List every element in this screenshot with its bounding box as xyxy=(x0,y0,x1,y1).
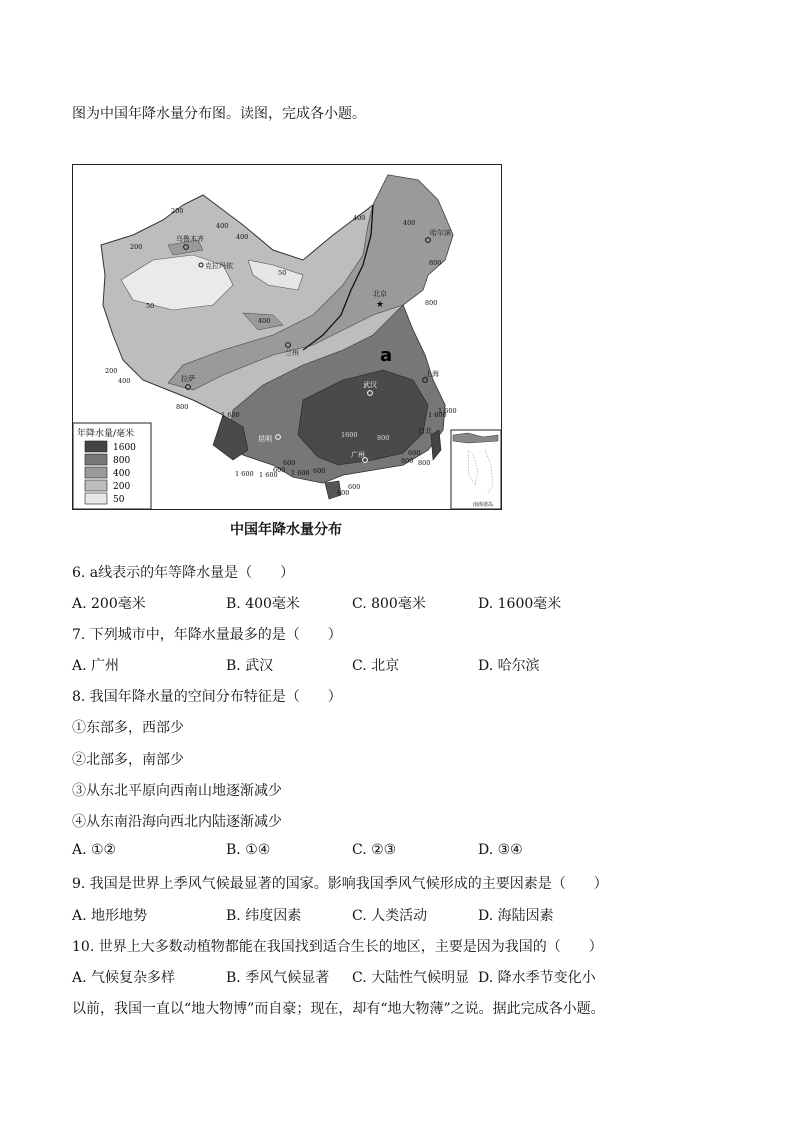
map-caption: 中国年降水量分布 xyxy=(230,522,342,538)
contour-label: 1 600 xyxy=(438,407,457,415)
intro-text: 图为中国年降水量分布图。读图，完成各小题。 xyxy=(72,106,366,122)
q9-option-a[interactable]: A. 地形地势 xyxy=(72,908,148,924)
contour-label: 400 xyxy=(236,233,249,241)
contour-label: 200 xyxy=(105,367,118,375)
legend-label: 400 xyxy=(113,469,131,479)
q6-option-a[interactable]: A. 200毫米 xyxy=(72,596,146,612)
contour-label: 400 xyxy=(403,219,416,227)
question-7-stem: 7. 下列城市中，年降水量最多的是（ ） xyxy=(72,627,342,643)
legend-swatch xyxy=(85,467,107,478)
contour-label: 800 xyxy=(429,259,442,267)
city-label-lanzhou: 兰州 xyxy=(285,349,299,357)
contour-label: 800 xyxy=(377,434,390,442)
q6-option-d[interactable]: D. 1600毫米 xyxy=(478,596,562,612)
q9-option-c[interactable]: C. 人类活动 xyxy=(352,908,428,924)
contour-label: 1 600 xyxy=(428,411,447,419)
q9-option-d[interactable]: D. 海陆因素 xyxy=(478,908,554,924)
question-8-stem: 8. 我国年降水量的空间分布特征是（ ） xyxy=(72,689,342,705)
legend-title: 年降水量/毫米 xyxy=(77,429,135,439)
city-label-kunming: 昆明 xyxy=(258,435,272,443)
contour-label: 600 xyxy=(348,483,361,491)
q8-option-a[interactable]: A. ①② xyxy=(72,842,117,858)
contour-label: 400 xyxy=(118,377,131,385)
isohyet-a-label: a xyxy=(380,345,393,366)
city-label-wuhan: 武汉 xyxy=(363,381,377,389)
q8-statement-4: ④从东南沿海向西北内陆逐渐减少 xyxy=(72,814,282,830)
q10-option-b[interactable]: B. 季风气候显著 xyxy=(226,970,330,986)
q10-option-c[interactable]: C. 大陆性气候明显 xyxy=(352,970,470,986)
legend-label: 800 xyxy=(113,456,131,466)
contour-label: 1600 xyxy=(341,431,358,439)
contour-label: 600 xyxy=(408,449,421,457)
q6-option-c[interactable]: C. 800毫米 xyxy=(352,596,426,612)
question-10-stem: 10. 世界上大多数动植物都能在我国找到适合生长的地区，主要是因为我国的（ ） xyxy=(72,939,603,955)
contour-label: 400 xyxy=(216,222,229,230)
legend-swatch xyxy=(85,441,107,452)
q9-option-b[interactable]: B. 纬度因素 xyxy=(226,908,302,924)
contour-label: 1 600 xyxy=(235,470,254,478)
legend-label: 200 xyxy=(113,482,131,492)
legend-swatch xyxy=(85,480,107,491)
inset-label: 南海诸岛 xyxy=(473,502,494,508)
contour-label: 800 xyxy=(425,299,438,307)
city-label-guangzhou: 广州 xyxy=(351,451,365,459)
contour-label: 600 xyxy=(283,459,296,467)
q10-option-d[interactable]: D. 降水季节变化小 xyxy=(478,970,596,986)
city-label-urumqi: 乌鲁木齐 xyxy=(176,235,204,243)
contour-label: 200 xyxy=(130,243,143,251)
legend-label: 1600 xyxy=(113,443,136,453)
q8-statement-2: ②北部多，南部少 xyxy=(72,752,184,768)
q8-statement-3: ③从东北平原向西南山地逐渐减少 xyxy=(72,783,282,799)
q8-option-c[interactable]: C. ②③ xyxy=(352,842,397,858)
legend-swatch xyxy=(85,493,107,504)
city-label-beijing: 北京 xyxy=(373,290,387,298)
city-label-karamay: 克拉玛依 xyxy=(205,262,233,270)
q8-option-d[interactable]: D. ③④ xyxy=(478,842,523,858)
taiwan-island xyxy=(431,430,441,460)
q7-option-c[interactable]: C. 北京 xyxy=(352,658,400,674)
q6-option-b[interactable]: B. 400毫米 xyxy=(226,596,300,612)
contour-label: 400 xyxy=(258,317,271,325)
q7-option-d[interactable]: D. 哈尔滨 xyxy=(478,658,540,674)
q7-option-a[interactable]: A. 广州 xyxy=(72,658,120,674)
contour-label: 600 xyxy=(273,466,286,474)
contour-label: 1 600 xyxy=(259,471,278,479)
contour-label: 200 xyxy=(171,207,184,215)
city-label-taipei: 台北 xyxy=(418,427,432,435)
q10-option-a[interactable]: A. 气候复杂多样 xyxy=(72,970,176,986)
contour-label: 1 600 xyxy=(221,411,240,419)
contour-label: 800 xyxy=(176,403,189,411)
contour-label: 50 xyxy=(278,269,287,277)
city-label-lhasa: 拉萨 xyxy=(181,375,195,383)
legend-label: 50 xyxy=(113,495,125,505)
city-label-shanghai: 上海 xyxy=(425,370,439,378)
question-6-stem: 6. a线表示的年等降水量是（ ） xyxy=(72,565,295,581)
map-legend xyxy=(73,423,151,509)
legend-swatch xyxy=(85,454,107,465)
contour-label: 50 xyxy=(146,302,155,310)
contour-label: 600 xyxy=(337,489,350,497)
question-9-stem: 9. 我国是世界上季风气候最显著的国家。影响我国季风气候形成的主要因素是（ ） xyxy=(72,876,608,892)
precipitation-map xyxy=(72,164,502,510)
contour-label: 400 xyxy=(353,214,366,222)
contour-label: 800 xyxy=(418,459,431,467)
beijing-star-icon: ★ xyxy=(376,300,385,310)
map-figure xyxy=(73,165,501,509)
q8-option-b[interactable]: B. ①④ xyxy=(226,842,271,858)
contour-label: 600 xyxy=(313,467,326,475)
contour-label: 1 600 xyxy=(291,469,310,477)
outro-text: 以前，我国一直以“地大物博”而自豪；现在，却有“地大物薄”之说。据此完成各小题。 xyxy=(72,1001,605,1017)
city-label-harbin: 哈尔滨 xyxy=(430,229,451,237)
south-china-sea-inset xyxy=(451,430,501,509)
q7-option-b[interactable]: B. 武汉 xyxy=(226,658,274,674)
q8-statement-1: ①东部多，西部少 xyxy=(72,720,184,736)
contour-label: 800 xyxy=(401,457,414,465)
